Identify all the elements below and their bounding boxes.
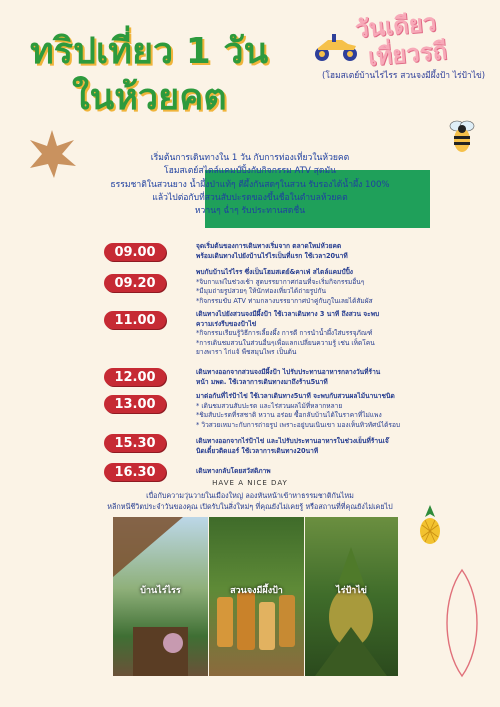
- intro-line: โฮมสเตย์สไตล์แคมป์ปิ้งกับกิจกรรม ATV สุดมัน: [164, 166, 336, 177]
- time-badge: 12.00: [104, 368, 166, 386]
- schedule-line: พร้อมเดินทางไปยังบ้านไร่ไรเป็นที่แรก ใช้เวลา20นาที: [196, 251, 348, 260]
- brand-subtitle: (โฮมสเตย์บ้านไร่ไรร สวนจงมีผึ้งป้า ไร่ป้าไข่): [322, 71, 486, 81]
- photo-bee-farm: [209, 517, 304, 676]
- atv-icon: [312, 30, 360, 62]
- intro-line: หวานๆ ฉ่ำๆ รับประทานสดชื่น: [194, 206, 306, 217]
- schedule-line: ความเร่งรีบของป้าไข่: [196, 319, 257, 328]
- photo-label: สวนจงมีผึ้งป้า: [230, 586, 283, 596]
- time-badge: 13.00: [104, 395, 166, 413]
- schedule-line: หน้า มพด. ใช้เวลาการเดินทางมาถึงร้าน5นาที: [196, 377, 328, 386]
- pineapple-icon: [415, 505, 445, 545]
- photo-label: บ้านไร่ไรร: [140, 586, 181, 596]
- page-title-line1: ทริปเที่ยว 1 วัน: [30, 31, 269, 72]
- intro-line: ธรรมชาติในสวนยาง น้ำผึ้งป่าแท้ๆ ตีผึ้งกันสดๆในสวน รับรองได้น้ำผึ้ง 100%: [110, 179, 390, 190]
- schedule-line: เดินทางออกจากไร่ป้าไข่ และไปรับประทานอาหารในช่วงเย็นที่ร้านเจ๊: [196, 437, 389, 445]
- intro-line: แล้วไปต่อกับที่สวนสับปะรดของขึ้นชื่อในตำบลห้วยคต: [152, 192, 348, 203]
- schedule-line: *กิจกรรมขับ ATV ท่ามกลางบรรยากาศป่าคู่กับภูในเลยได้สัมผัส: [196, 296, 373, 305]
- closing-text: [40, 490, 460, 512]
- schedule-line: *ชิมสับปะรดที่รสชาติ หวาน อร่อย ซื้อกลับบ้านได้ในราคาที่ไม่แพง: [196, 411, 382, 420]
- closing-line: หลีกหนีชีวิตประจำวันของคุณ เปิดรับในสิ่งใหม่ๆ ที่คุณยังไม่เคยรู้ หรือสถานที่ที่คุณยังไม่เคยไป: [107, 502, 393, 512]
- schedule-line: เดินทางกลับโดยสวัสดิภาพ: [196, 467, 271, 475]
- schedule-line: * เดินชมสวนสับปะรด และไร่สวนผลไม้ที่หลากหลาย: [196, 401, 343, 410]
- schedule-entry: [196, 268, 496, 306]
- schedule-line: *การเดินชมสวนในส่วนอื่นๆเพื่อแลกเปลี่ยนความรู้ เช่น เห็ดโคน: [196, 338, 375, 347]
- schedule-line: *จิบกาแฟในช่วงเช้า สูดบรรยากาศก่อนที่จะเริ่มกิจกรรมอื่นๆ: [196, 277, 365, 286]
- schedule-entry: [196, 368, 496, 387]
- schedule-entry: [196, 242, 496, 261]
- brand-title-line2: เที่ยวรถี: [366, 36, 449, 72]
- intro-line: เริ่มต้นการเดินทางใน 1 วัน กับการท่องเที่ยวในห้วยคต: [150, 153, 350, 163]
- time-badge: 15.30: [104, 434, 166, 452]
- schedule-line: *กิจกรรมเรียนรู้วิธีการเลี้ยงผึ้ง การตี การนำน้ำผึ้งใส่บรรจุภัณฑ์: [196, 329, 373, 338]
- photo-homestay: [113, 517, 208, 676]
- schedule-entry: [196, 392, 496, 430]
- schedule-line: เดินทางไปยังสวนจงมีผึ้งป้า ใช้เวลาเดินทาง 3 นาที ถึงสวน จะพบ: [196, 310, 380, 318]
- photo-label: ไร่ป้าไข่: [336, 586, 367, 596]
- schedule-entry: [196, 310, 496, 358]
- closing-line: เบื่อกับความวุ่นวายในเมืองใหญ่ ลองหันหน้าเข้าหาธรรมชาติกันไหม: [146, 491, 354, 500]
- time-badge: 09.00: [104, 243, 166, 261]
- greeting: HAVE A NICE DAY: [212, 479, 288, 487]
- schedule-line: * วิวสวยเหมาะกับการถ่ายรูป เพราะอยู่บนเนินเขา มองเห็นทิวทัศน์ได้รอบ: [196, 420, 401, 429]
- leaf-icon: [440, 568, 484, 678]
- star-icon: [26, 128, 78, 180]
- schedule-line: นิดเตี๋ยวติดแอร์ ใช้เวลาการเดินทาง20นาที: [196, 446, 319, 455]
- time-badge: 11.00: [104, 311, 166, 329]
- schedule-line: พบกับบ้านไร่ไรร ซึ่งเป็นโฮมสเตย์&คาเฟ่ สไตล์แคมป์ปิ้ง: [196, 268, 353, 276]
- photo-pineapple-farm: [305, 517, 398, 676]
- schedule-line: ยางพารา ไก่แจ้ พืชสมุนไพร เป็นต้น: [196, 348, 297, 357]
- brand-title-line1: วันเดียว: [353, 8, 438, 44]
- schedule-line: มาต่อกันที่ไร่ป้าไข่ ใช้เวลาเดินทาง5นาที จะพบกับสวนผลไม้นานาชนิด: [196, 392, 395, 400]
- schedule-line: *มีมุมถ่ายรูปสวยๆ ให้นักท่องเที่ยวได้ถ่ายรูปกัน: [196, 287, 326, 296]
- schedule-entry: [196, 437, 496, 456]
- schedule-line: จุดเริ่มต้นของการเดินทางเริ่มจาก ตลาดใหม่ห้วยคต: [196, 242, 342, 250]
- intro-text: [110, 152, 390, 219]
- schedule-line: เดินทางออกจากสวนจงมีผึ้งป้า ไปรับประทานอาหารกลางวันที่ร้าน: [196, 368, 381, 376]
- time-badge: 16.30: [104, 463, 166, 481]
- schedule-entry: [196, 467, 496, 477]
- bee-icon: [447, 118, 477, 154]
- time-badge: 09.20: [104, 274, 166, 292]
- page-title-line2: ในห้วยคต: [72, 77, 227, 118]
